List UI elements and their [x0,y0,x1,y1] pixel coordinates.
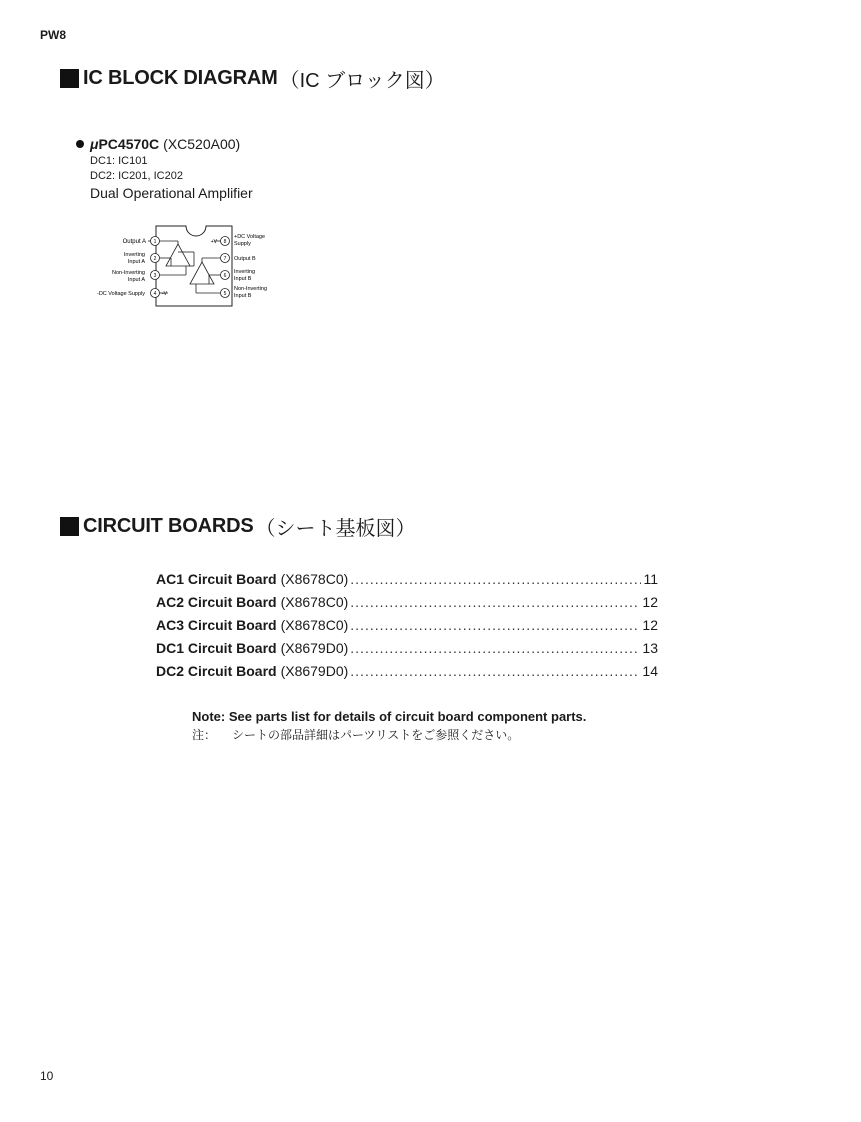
pin-label-line2: Input A [127,259,145,265]
note-japanese [192,726,586,743]
toc-page: 14 [642,663,658,679]
pin-label-line2: Input B [234,276,252,282]
note-jp-text: シートの部品詳細はパーツリストをご参照ください。 [232,728,520,742]
toc-label: DC2 Circuit Board [156,663,277,679]
circuit-board-toc [156,571,658,686]
pin-label-line2: Supply [234,241,251,247]
model-label: PW8 [40,28,67,42]
pin-number: 3 [153,273,157,279]
pin-inner-label: +V [210,239,217,245]
note-english: Note: See parts list for details of circuit board component parts. [192,709,587,724]
heading-title-en: CIRCUIT BOARDS [83,515,254,537]
pin-number: 5 [223,291,227,297]
toc-page: 11 [643,571,658,587]
ic-part-block [76,136,253,201]
circuit-boards-heading [60,512,416,541]
pin-label-line1: Inverting [234,269,256,275]
op-amp-b-icon [160,241,221,293]
pin-label-line2: Input A [127,277,145,283]
pin-label-line1: Non-Inverting [111,270,145,276]
pin-1 [123,237,160,246]
part-usage-dc2: DC2: IC201, IC202 [90,170,183,182]
bullet-icon [76,140,84,148]
pin-6 [221,269,256,282]
ic-part-line [76,136,253,152]
pin-7 [221,254,257,263]
part-mu: μ [90,136,99,152]
toc-leader [350,594,640,610]
toc-label: AC3 Circuit Board [156,617,277,633]
pin-number: 4 [153,291,157,297]
pin-5 [221,286,268,299]
toc-label: AC1 Circuit Board [156,571,277,587]
toc-leader [350,663,640,679]
pin-label-line1: +DC Voltage [234,234,266,240]
pin-number: 6 [223,273,227,279]
toc-page: 12 [642,617,658,633]
pin-4 [97,289,168,298]
pin-number: 8 [223,239,227,245]
toc-row[interactable] [156,571,658,594]
pin-number: 7 [223,256,227,262]
pin-number: 2 [153,256,157,262]
ic-block-diagram [78,222,288,310]
pin-label-line1: Non-Inverting [234,286,268,292]
part-usage-dc1: DC1: IC101 [90,155,148,167]
toc-label: DC1 Circuit Board [156,640,277,656]
toc-row[interactable] [156,663,658,686]
part-code: (XC520A00) [163,136,241,152]
op-amp-a-icon [160,241,195,275]
pin-label: Output B [234,256,256,262]
heading-title-jp: （シート基板図） [255,518,416,540]
toc-row[interactable] [156,640,658,663]
heading-square-icon [60,517,79,536]
pin-2 [124,252,160,265]
note-jp-label: 注： [192,728,217,742]
ic-block-diagram-heading [60,64,445,93]
page-number: 10 [40,1069,54,1083]
pin-label: Output A [122,239,146,245]
toc-leader [350,617,640,633]
toc-row[interactable] [156,617,658,640]
toc-label: AC2 Circuit Board [156,594,277,610]
toc-leader [350,640,640,656]
part-name: PC4570C [98,136,160,152]
toc-page: 13 [642,640,658,656]
parts-note [192,709,586,743]
heading-title-en: IC BLOCK DIAGRAM [83,67,278,89]
toc-code: (X8679D0) [280,663,349,679]
pin-8 [211,234,265,247]
pin-3 [112,270,160,283]
pin-inner-label: -V [162,291,167,297]
pin-number: 1 [153,239,157,245]
pin-label: -DC Voltage Supply [97,291,145,297]
toc-code: (X8678C0) [280,594,349,610]
toc-leader [350,571,641,587]
part-description: Dual Operational Amplifier [90,185,253,201]
toc-code: (X8678C0) [280,617,349,633]
toc-code: (X8679D0) [280,640,349,656]
toc-page: 12 [642,594,658,610]
heading-title-jp: （IC ブロック図） [279,70,445,92]
toc-code: (X8678C0) [280,571,349,587]
pin-label-line1: Inverting [123,252,145,258]
heading-square-icon [60,69,79,88]
toc-row[interactable] [156,594,658,617]
pin-label-line2: Input B [234,293,252,299]
